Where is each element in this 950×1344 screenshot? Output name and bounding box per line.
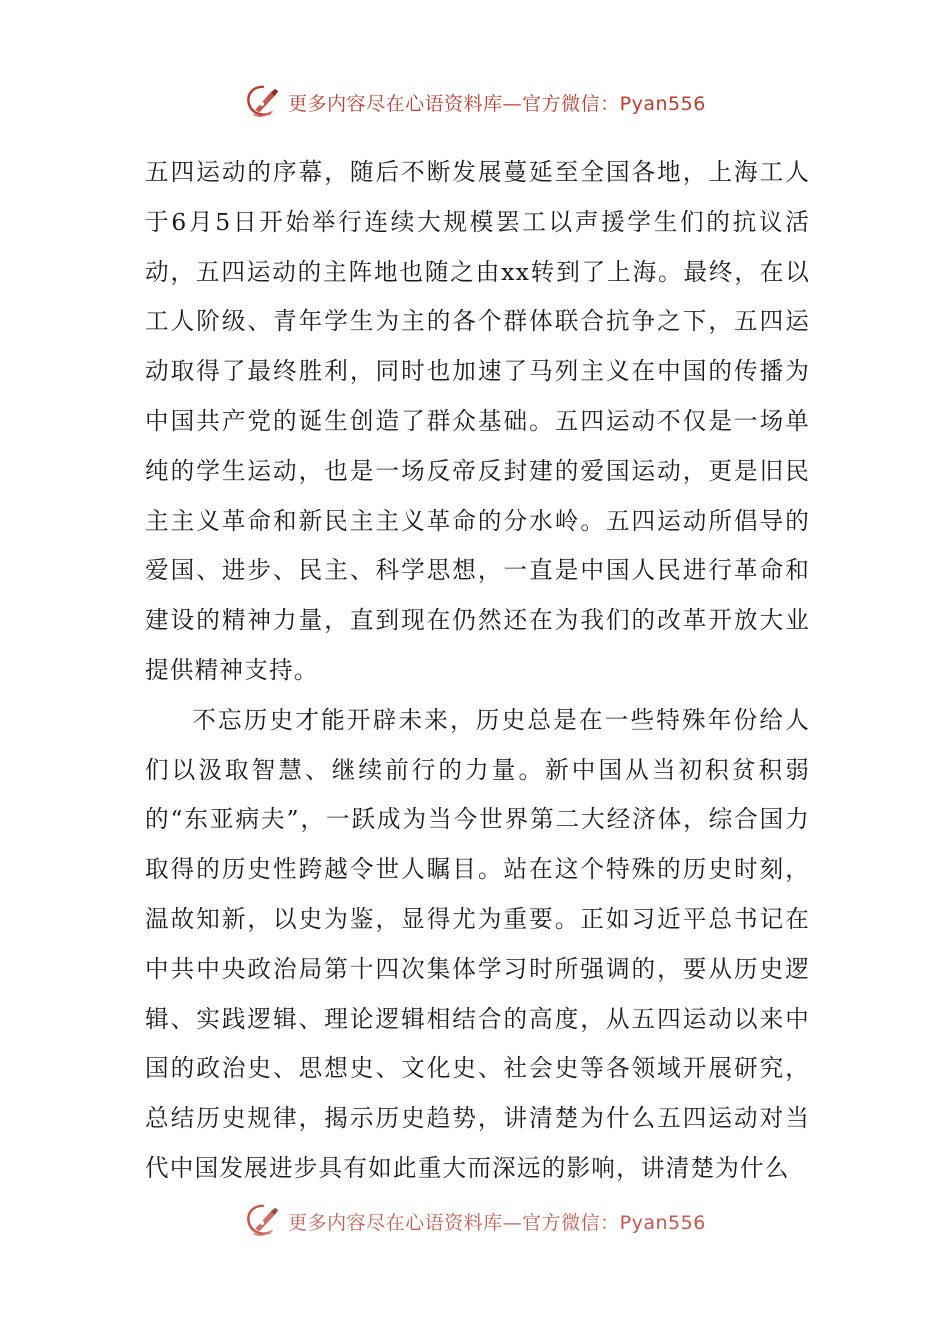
footer-watermark-text: 更多内容尽在心语资料库—官方微信：Pyan556 [288,1211,706,1234]
footer-watermark [0,1201,950,1241]
pen-nib-swirl-logo-icon [244,83,282,121]
header-watermark-text: 更多内容尽在心语资料库—官方微信：Pyan556 [288,92,706,115]
paragraph-2: 不忘历史才能开辟未来，历史总是在一些特殊年份给人们以汲取智慧、继续前行的力量。新中国从当初积贫积弱的“东亚病夫”，一跃成为当今世界第二大经济体，综合国力取得的历史性跨越令世人瞩目。站在这个特殊的历史时刻，温故知新，以史为鉴，显得尤为重要。正如习近平总书记在中共中央政治局第十四次集体学习时所强调的，要从历史逻辑、实践逻辑、理论逻辑相结合的高度，从五四运动以来中国的政治史、思想史、文化史、社会史等各领域开展研究，总结历史规律，揭示历史趋势，讲清楚为什么五四运动对当代中国发展进步具有如此重大而深远的影响，讲清楚为什么 [145,705,810,1182]
document-body [145,148,810,1194]
header-watermark [0,82,950,122]
pen-nib-swirl-logo-icon [244,1202,282,1240]
paragraph-1: 五四运动的序幕，随后不断发展蔓延至全国各地，上海工人于6月5日开始举行连续大规模罢工以声援学生们的抗议活动，五四运动的主阵地也随之由xx转到了上海。最终，在以工人阶级、青年学生为主的各个群体联合抗争之下，五四运动取得了最终胜利，同时也加速了马列主义在中国的传播为中国共产党的诞生创造了群众基础。五四运动不仅是一场单纯的学生运动，也是一场反帝反封建的爱国运动，更是旧民主主义革命和新民主主义革命的分水岭。五四运动所倡导的爱国、进步、民主、科学思想，一直是中国人民进行革命和建设的精神力量，直到现在仍然还在为我们的改革开放大业提供精神支持。 [145,158,810,684]
